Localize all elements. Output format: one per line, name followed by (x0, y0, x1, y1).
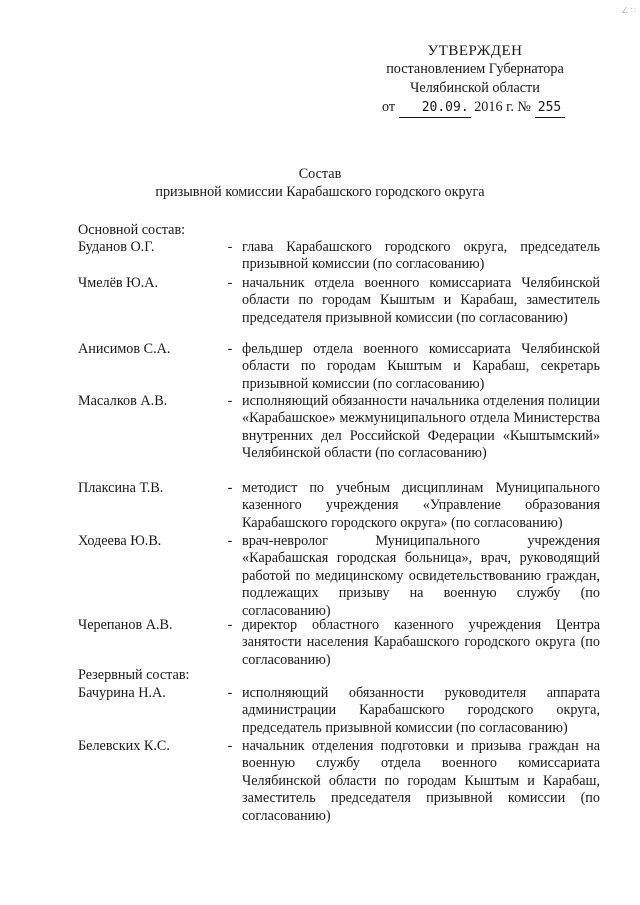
heading-subtitle: призывной комиссии Карабашского городского округа (155, 184, 485, 200)
member-role: исполняющий обязанности руководителя аппарата администрации Карабашского городского округа, председатель призывной комиссии (по согласованию) (242, 685, 600, 736)
member-name: Белевских К.С. (78, 738, 170, 754)
approval-title: УТВЕРЖДЕН (427, 43, 523, 59)
member-name: Анисимов С.А. (78, 341, 171, 357)
member-role: глава Карабашского городского округа, председатель призывной комиссии (по согласованию) (242, 239, 600, 273)
reserve-composition-label: Резервный состав: (78, 667, 190, 683)
member-role: врач-невролог Муниципального учреждения «Карабашская городская больница», врач, руководящий работой по медицинскому освидетельствованию граждан, подлежащих призыву на военную службу (по согласованию) (242, 533, 600, 619)
approval-date-line (360, 99, 590, 117)
approval-issuer: постановлением Губернатора (386, 61, 564, 78)
member-dash: - (227, 239, 233, 255)
member-role: фельдшер отдела военного комиссариата Челябинской области по городам Кыштым и Карабаш, секретарь призывной комиссии (по согласованию) (242, 341, 600, 392)
member-dash: - (227, 480, 233, 496)
approval-number: 255 (535, 99, 565, 117)
member-name: Плаксина Т.В. (78, 480, 164, 496)
approval-block (360, 43, 590, 118)
member-dash: - (227, 685, 233, 701)
heading-title: Состав (298, 166, 342, 182)
member-dash: - (227, 738, 233, 754)
approval-from-label: от (382, 99, 396, 116)
member-name: Бачурина Н.А. (78, 685, 166, 701)
member-dash: - (227, 533, 233, 549)
member-name: Чмелёв Ю.А. (78, 275, 159, 291)
member-dash: - (227, 393, 233, 409)
member-dash: - (227, 341, 233, 357)
member-role: исполняющий обязанности начальника отделения полиции «Карабашское» межмуниципального отдела Министерства внутренних дел Российской Федерации «Кыштымский» Челябинской области (по согласованию) (242, 393, 600, 462)
member-role: методист по учебным дисциплинам Муниципального казенного учреждения «Управление образования Карабашского городского округа» (по согласованию) (242, 480, 600, 531)
approval-date: 20.09. (399, 99, 471, 117)
member-dash: - (227, 275, 233, 291)
document-heading (0, 165, 640, 201)
approval-region: Челябинской области (410, 79, 540, 96)
member-name: Буданов О.Г. (78, 239, 155, 255)
member-role: директор областного казенного учреждения Центра занятости населения Карабашского городского округа (по согласованию) (242, 617, 600, 668)
member-name: Черепанов А.В. (78, 617, 173, 633)
member-dash: - (227, 617, 233, 633)
approval-year: 2016 г. № (474, 99, 531, 116)
scan-corner-mark: ∠ ∷ (621, 6, 636, 15)
member-name: Ходеева Ю.В. (78, 533, 162, 549)
main-composition-label: Основной состав: (78, 222, 186, 238)
member-role: начальник отделения подготовки и призыва граждан на военную службу отдела военного комиссариата Челябинской области по городам Кыштым и Карабаш, заместитель председателя призывной комиссии (по согласованию) (242, 738, 600, 824)
member-role: начальник отдела военного комиссариата Челябинской области по городам Кыштым и Карабаш, заместитель председателя призывной комиссии (по согласованию) (242, 275, 600, 326)
member-name: Масалков А.В. (78, 393, 168, 409)
